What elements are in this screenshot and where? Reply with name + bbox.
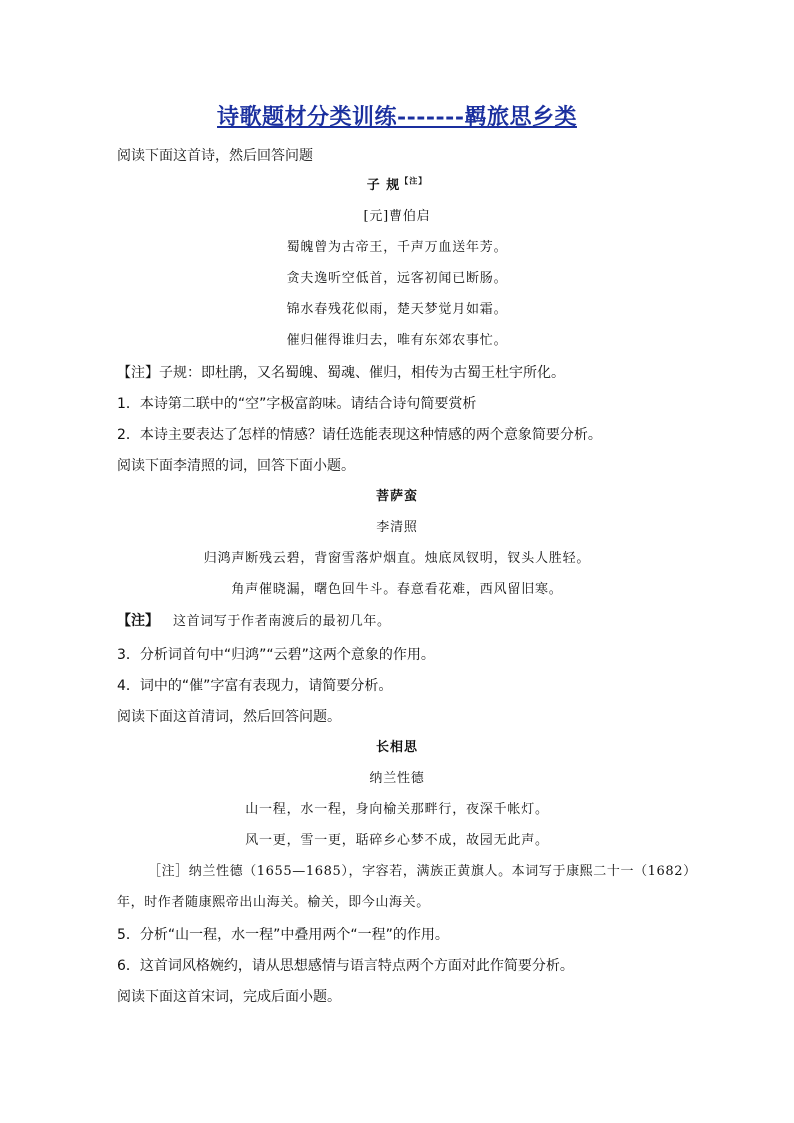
document-title: 诗歌题材分类训练-------羁旅思乡类 <box>217 104 577 130</box>
question-2: 2．本诗主要表达了怎样的情感？请任选能表现这种情感的两个意象简要分析。 <box>117 427 602 443</box>
section2-poem-title: 菩萨蛮 <box>375 489 418 504</box>
section3-note-line1: ［注］纳兰性德（1655—1685），字容若，满族正黄旗人。本词写于康熙二十一（1682） <box>148 864 697 879</box>
section3-poem-line: 山一程，水一程，身向榆关那畔行，夜深千帐灯。 <box>245 802 549 817</box>
section2-author: 李清照 <box>376 520 418 535</box>
section1-poem-line: 催归催得谁归去，唯有东郊农事忙。 <box>286 333 508 348</box>
question-1: 1．本诗第二联中的“空”字极富韵味。请结合诗句简要赏析 <box>117 396 477 412</box>
section3-note-line2: 年，时作者随康熙帝出山海关。榆关，即今山海关。 <box>117 895 430 910</box>
section2-note-text: 这首词写于作者南渡后的最初几年。 <box>173 614 391 629</box>
section3-poem-title: 长相思 <box>375 740 418 755</box>
section2-poem-line: 归鸿声断残云碧，背窗雪落炉烟直。烛底凤钗明，钗头人胜轻。 <box>203 551 591 566</box>
section2-note <box>117 611 391 632</box>
question-6: 6．这首词风格婉约，请从思想感情与语言特点两个方面对此作简要分析。 <box>117 958 574 974</box>
section1-poem-title-text: 子 规 <box>366 178 401 193</box>
section1-poem-title-note: 【注】 <box>400 175 428 186</box>
section3-poem-line: 风一更，雪一更，聒碎乡心梦不成，故园无此声。 <box>245 833 549 848</box>
section3-intro: 阅读下面这首清词，然后回答问题。 <box>117 709 341 725</box>
section2-note-label: 【注】 <box>117 613 159 629</box>
section1-poem-line: 锦水春残花似雨，楚天梦觉月如霜。 <box>286 302 508 317</box>
section1-poem-line: 贪夫逸听空低首，远客初闻已断肠。 <box>286 271 508 286</box>
question-5: 5．分析“山一程，水一程”中叠用两个“一程”的作用。 <box>117 927 449 943</box>
section2-intro: 阅读下面李清照的词，回答下面小题。 <box>117 458 355 474</box>
section2-poem-line: 角声催晓漏，曙色回牛斗。春意看花难，西风留旧寒。 <box>231 582 563 597</box>
section1-poem-line: 蜀魄曾为古帝王，千声万血送年芳。 <box>286 240 508 255</box>
question-3: 3．分析词首句中“归鸿”“云碧”这两个意象的作用。 <box>117 647 435 663</box>
section3-author: 纳兰性德 <box>369 771 425 786</box>
section1-intro: 阅读下面这首诗，然后回答问题 <box>117 148 313 164</box>
section1-poem-title <box>0 176 794 196</box>
section4-intro: 阅读下面这首宋词，完成后面小题。 <box>117 989 341 1005</box>
section1-note: 【注】子规：即杜鹃，又名蜀魄、蜀魂、催归，相传为古蜀王杜宇所化。 <box>117 365 565 381</box>
section1-author: [元]曹伯启 <box>363 209 431 224</box>
question-4: 4．词中的“催”字富有表现力，请简要分析。 <box>117 678 393 694</box>
